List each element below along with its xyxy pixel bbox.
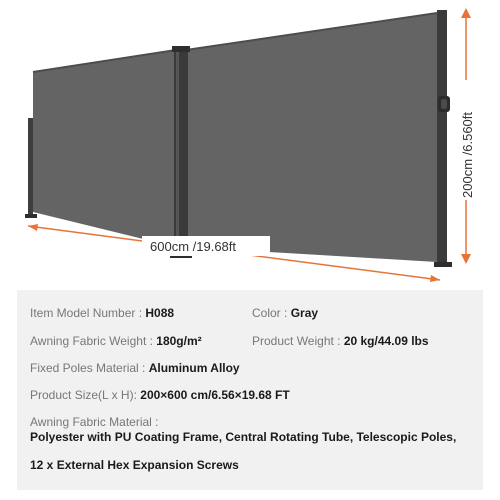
spec-item-model-value: H088 [145, 306, 175, 320]
left-awning-panel [33, 50, 176, 247]
spec-fabric-material-label: Awning Fabric Material : [30, 415, 159, 429]
spec-fixed-poles-label: Fixed Poles Material : [30, 361, 149, 375]
spec-fabric-weight [30, 334, 202, 348]
width-dimension-label: 600cm /19.68ft [150, 239, 236, 254]
spec-product-weight-label: Product Weight : [252, 334, 344, 348]
spec-item-model [30, 306, 174, 320]
spec-color-label: Color : [252, 306, 291, 320]
spec-fabric-material-value-line2: 12 x External Hex Expansion Screws [30, 458, 239, 472]
spec-product-weight [252, 334, 429, 348]
spec-color-value: Gray [290, 306, 319, 320]
left-end-pole [28, 118, 33, 218]
right-end-pole [437, 10, 447, 265]
right-awning-panel [186, 13, 437, 262]
spec-fixed-poles [30, 361, 240, 375]
spec-fabric-weight-label: Awning Fabric Weight : [30, 334, 157, 348]
spec-product-weight-value: 20 kg/44.09 lbs [343, 334, 429, 348]
spec-fixed-poles-value: Aluminum Alloy [148, 361, 240, 375]
spec-item-model-label: Item Model Number : [30, 306, 146, 320]
spec-fabric-weight-value: 180g/m² [156, 334, 202, 348]
spec-fabric-material-value-line1: Polyester with PU Coating Frame, Central Rotating Tube, Telescopic Poles, [30, 430, 457, 444]
spec-color [252, 306, 318, 320]
specs-panel [17, 290, 483, 490]
height-dimension-label: 200cm /6.560ft [460, 112, 475, 198]
spec-product-size [30, 388, 290, 402]
spec-product-size-label: Product Size(L x H): [30, 388, 141, 402]
spec-product-size-value: 200×600 cm/6.56×19.68 FT [140, 388, 290, 402]
